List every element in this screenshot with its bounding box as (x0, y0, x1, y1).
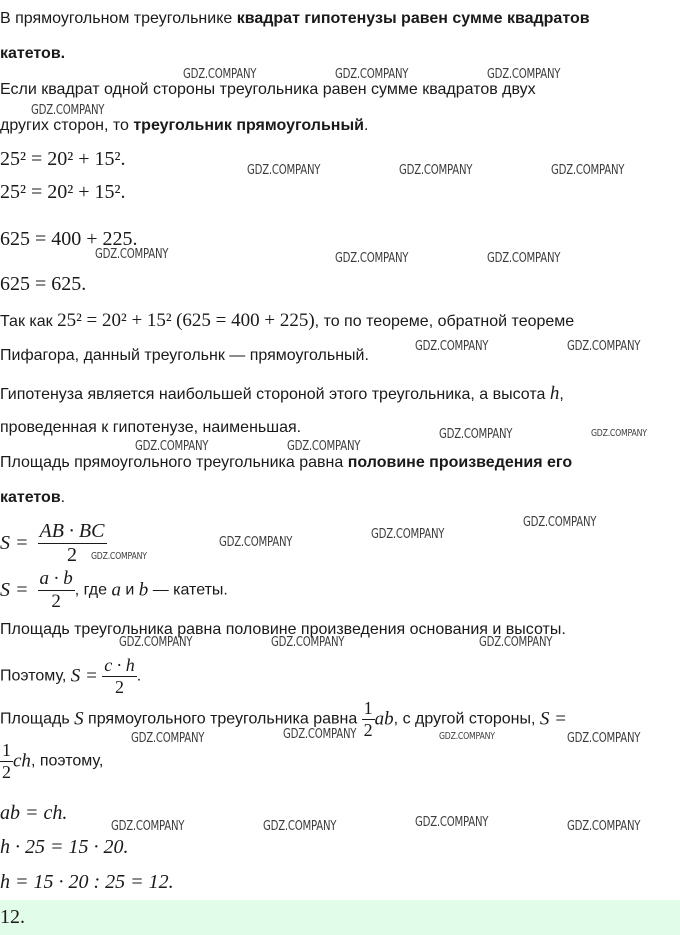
fraction: $\frac{AB \cdot BC}{2}$ (39, 520, 105, 566)
watermark: GDZ.COMPANY (335, 67, 409, 82)
watermark: GDZ.COMPANY (487, 251, 561, 266)
fraction: $\frac{c \cdot h}{2}$ (104, 655, 135, 697)
formula-area: S = $\frac{AB \cdot BC}{2}$ (0, 520, 105, 566)
text-line: Гипотенуза является наибольшей стороной этого треугольника, а высота h, (0, 383, 564, 404)
watermark: GDZ.COMPANY (567, 339, 641, 354)
watermark: GDZ.COMPANY (335, 251, 409, 266)
watermark: GDZ.COMPANY (247, 163, 321, 178)
text-line: Площадь треугольника равна половине произведения основания и высоты. (0, 621, 566, 638)
answer-box (0, 900, 680, 935)
formula-area: S = $\frac{a \cdot b}{2}$ , где a и b — катеты. (0, 568, 228, 612)
watermark: GDZ.COMPANY (439, 427, 513, 442)
text-line: Площадь S прямоугольного треугольника равна $\frac{1}{2}$ ab, с другой стороны, S = (0, 698, 567, 740)
text-line: катетов. (0, 489, 66, 506)
fraction: $\frac{1}{2}$ (2, 740, 11, 782)
math-line: 25² = 20² + 15². (0, 148, 126, 170)
watermark: GDZ.COMPANY (439, 731, 495, 742)
answer-value: 12. (0, 906, 25, 928)
watermark: GDZ.COMPANY (131, 731, 205, 746)
watermark: GDZ.COMPANY (551, 163, 625, 178)
math-line: 25² = 20² + 15². (0, 181, 126, 203)
watermark: GDZ.COMPANY (283, 727, 357, 742)
text-line: проведенная к гипотенузе, наименьшая. (0, 419, 302, 436)
math-line: ab = ch. (0, 802, 68, 824)
watermark: GDZ.COMPANY (591, 428, 647, 439)
watermark: GDZ.COMPANY (135, 439, 209, 454)
watermark: GDZ.COMPANY (287, 439, 361, 454)
text-line: Поэтому, S = $\frac{c \cdot h}{2}$ . (0, 655, 142, 697)
watermark: GDZ.COMPANY (487, 67, 561, 82)
fraction: $\frac{1}{2}$ (363, 698, 373, 740)
watermark: GDZ.COMPANY (567, 819, 641, 834)
text-line: Площадь прямоугольного треугольника равна половине произведения его (0, 454, 573, 471)
math-line: h · 25 = 15 · 20. (0, 836, 129, 858)
watermark: GDZ.COMPANY (91, 551, 147, 562)
fraction: $\frac{a \cdot b}{2}$ (39, 568, 73, 612)
text-line: Если квадрат одной стороны треугольника равен сумме квадратов двух (0, 81, 536, 98)
text-line: других сторон, то треугольник прямоугольный. (0, 117, 369, 134)
watermark: GDZ.COMPANY (183, 67, 257, 82)
watermark: GDZ.COMPANY (119, 635, 193, 650)
watermark: GDZ.COMPANY (31, 103, 105, 118)
watermark: GDZ.COMPANY (371, 527, 445, 542)
watermark: GDZ.COMPANY (271, 635, 345, 650)
text-line: Так как 25² = 20² + 15² (625 = 400 + 225), то по теореме, обратной теореме (0, 310, 575, 331)
math-line: h = 15 · 20 : 25 = 12. (0, 871, 174, 893)
text-line: Пифагора, данный треугольнк — прямоугольный. (0, 347, 369, 364)
watermark: GDZ.COMPANY (399, 163, 473, 178)
watermark: GDZ.COMPANY (479, 635, 553, 650)
text-line: катетов. (0, 45, 66, 62)
watermark: GDZ.COMPANY (567, 731, 641, 746)
watermark: GDZ.COMPANY (219, 535, 293, 550)
watermark: GDZ.COMPANY (263, 819, 337, 834)
math-line: 625 = 400 + 225. (0, 228, 138, 250)
watermark: GDZ.COMPANY (415, 815, 489, 830)
watermark: GDZ.COMPANY (523, 515, 597, 530)
watermark: GDZ.COMPANY (415, 339, 489, 354)
math-line: 625 = 625. (0, 273, 87, 295)
watermark: GDZ.COMPANY (111, 819, 185, 834)
watermark: GDZ.COMPANY (95, 247, 169, 262)
text-line: $\frac{1}{2}$ ch, поэтому, (2, 740, 104, 782)
text-line: В прямоугольном треугольнике квадрат гипотенузы равен сумме квадратов (0, 10, 590, 27)
